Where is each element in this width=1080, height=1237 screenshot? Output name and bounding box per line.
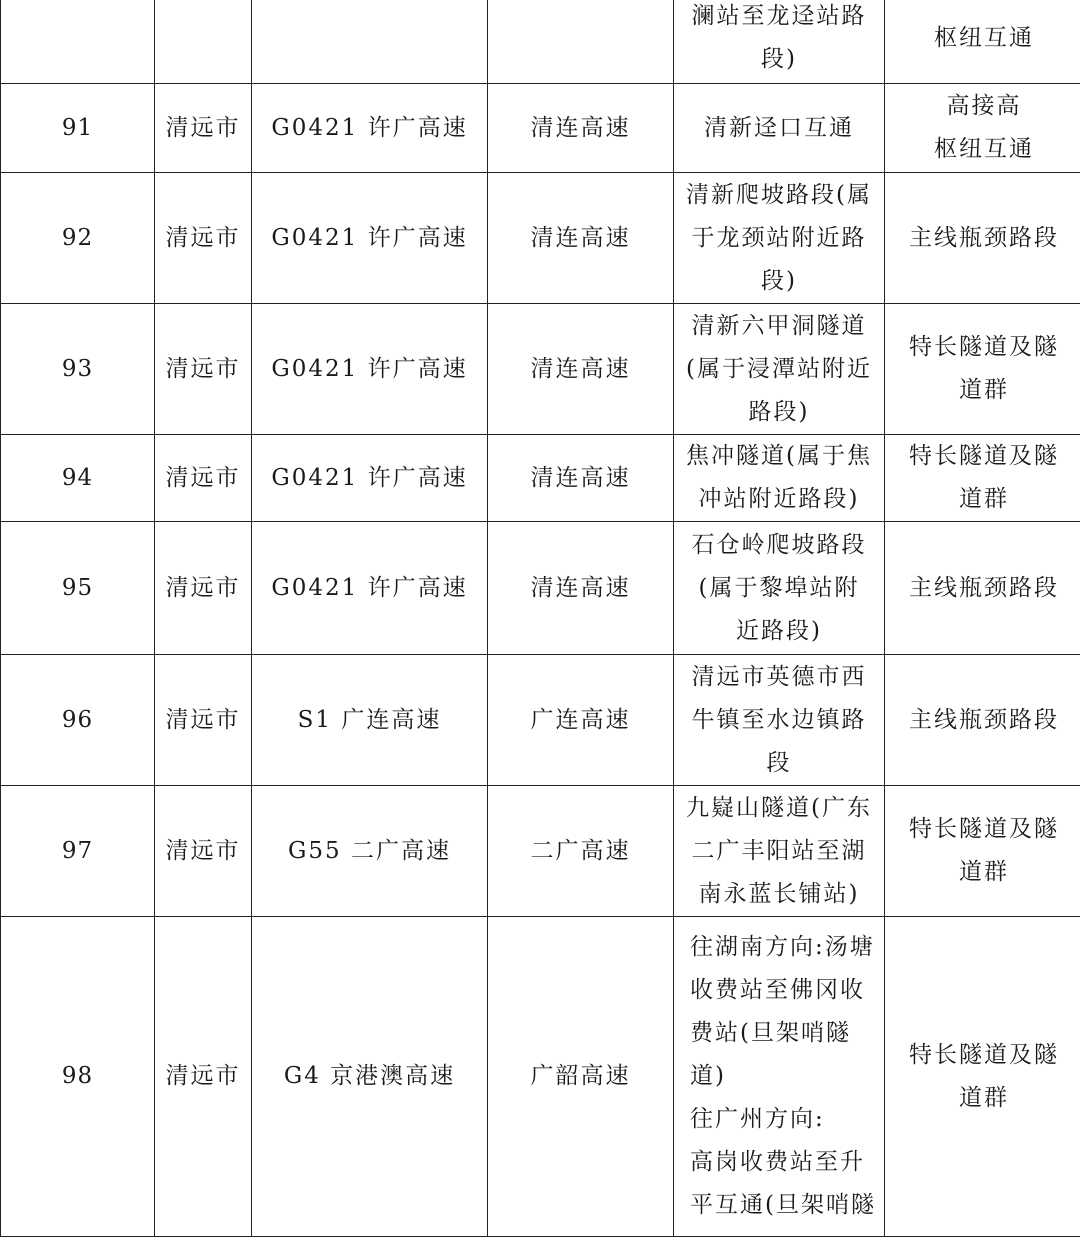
table-row bbox=[1, 435, 1080, 522]
location-line: 高岗收费站至升 bbox=[690, 1141, 880, 1184]
city-cell: 清远市 bbox=[155, 84, 252, 173]
city-cell: 清远市 bbox=[155, 655, 252, 786]
location-line: 二广丰阳站至湖 bbox=[678, 830, 880, 873]
location-line: 收费站至佛冈收 bbox=[690, 969, 880, 1012]
section-cell bbox=[488, 0, 674, 84]
section-cell: 广连高速 bbox=[488, 655, 674, 786]
table-row bbox=[1, 173, 1080, 304]
city-cell: 清远市 bbox=[155, 917, 252, 1237]
location-line: 费站(旦架哨隧 bbox=[690, 1012, 880, 1055]
location-line: 段 bbox=[678, 742, 880, 785]
type-cell bbox=[885, 522, 1080, 655]
city-cell: 清远市 bbox=[155, 173, 252, 304]
city-cell: 清远市 bbox=[155, 786, 252, 917]
location-line: 段) bbox=[678, 38, 880, 81]
type-line: 道群 bbox=[885, 1077, 1080, 1120]
location-line: 清新六甲洞隧道 bbox=[678, 305, 880, 348]
location-cell bbox=[674, 655, 885, 786]
type-line: 道群 bbox=[885, 369, 1080, 412]
city-cell bbox=[155, 0, 252, 84]
location-line: 往广州方向: bbox=[690, 1098, 880, 1141]
row-number-cell: 91 bbox=[1, 84, 155, 173]
location-line: 清新爬坡路段(属 bbox=[678, 174, 880, 217]
highway-cell bbox=[252, 0, 488, 84]
table-row bbox=[1, 655, 1080, 786]
location-cell bbox=[674, 786, 885, 917]
location-line: 道) bbox=[690, 1055, 880, 1098]
type-line: 主线瓶颈路段 bbox=[885, 217, 1080, 260]
location-line: 牛镇至水边镇路 bbox=[678, 699, 880, 742]
type-line: 特长隧道及隧 bbox=[885, 1034, 1080, 1077]
location-line: (属于黎埠站附 bbox=[678, 567, 880, 610]
highway-cell: G0421 许广高速 bbox=[252, 522, 488, 655]
location-line: 澜站至龙迳站路 bbox=[678, 0, 880, 38]
city-cell: 清远市 bbox=[155, 435, 252, 522]
row-number-cell: 98 bbox=[1, 917, 155, 1237]
location-cell bbox=[674, 304, 885, 435]
type-line: 主线瓶颈路段 bbox=[885, 699, 1080, 742]
section-cell: 广韶高速 bbox=[488, 917, 674, 1237]
section-cell: 清连高速 bbox=[488, 173, 674, 304]
type-cell bbox=[885, 655, 1080, 786]
section-cell: 二广高速 bbox=[488, 786, 674, 917]
type-line: 道群 bbox=[885, 851, 1080, 894]
highway-cell: G0421 许广高速 bbox=[252, 84, 488, 173]
type-line: 道群 bbox=[885, 478, 1080, 521]
location-line: 往湖南方向:汤塘 bbox=[690, 926, 880, 969]
type-line: 特长隧道及隧 bbox=[885, 326, 1080, 369]
type-cell bbox=[885, 173, 1080, 304]
table-row bbox=[1, 522, 1080, 655]
row-number-cell: 94 bbox=[1, 435, 155, 522]
section-cell: 清连高速 bbox=[488, 84, 674, 173]
location-line: 南永蓝长铺站) bbox=[678, 873, 880, 916]
highway-cell: G0421 许广高速 bbox=[252, 435, 488, 522]
row-number-cell: 95 bbox=[1, 522, 155, 655]
type-cell bbox=[885, 84, 1080, 173]
location-cell bbox=[674, 917, 885, 1237]
city-cell: 清远市 bbox=[155, 304, 252, 435]
type-line: 高接高 bbox=[885, 85, 1080, 128]
location-cell bbox=[674, 522, 885, 655]
type-line: 特长隧道及隧 bbox=[885, 808, 1080, 851]
type-line: 主线瓶颈路段 bbox=[885, 567, 1080, 610]
location-line: 清远市英德市西 bbox=[678, 656, 880, 699]
type-cell bbox=[885, 786, 1080, 917]
table-row bbox=[1, 917, 1080, 1237]
highway-cell: G0421 许广高速 bbox=[252, 173, 488, 304]
section-cell: 清连高速 bbox=[488, 304, 674, 435]
highway-cell: G4 京港澳高速 bbox=[252, 917, 488, 1237]
highway-cell: S1 广连高速 bbox=[252, 655, 488, 786]
location-cell bbox=[674, 84, 885, 173]
location-line: 九嶷山隧道(广东 bbox=[678, 787, 880, 830]
location-line: 冲站附近路段) bbox=[678, 478, 880, 521]
type-cell bbox=[885, 304, 1080, 435]
location-line: 近路段) bbox=[678, 610, 880, 653]
row-number-cell bbox=[1, 0, 155, 84]
row-number-cell: 96 bbox=[1, 655, 155, 786]
type-line: 枢纽互通 bbox=[885, 128, 1080, 171]
type-cell bbox=[885, 917, 1080, 1237]
location-line: (属于浸潭站附近 bbox=[678, 348, 880, 391]
highway-cell: G55 二广高速 bbox=[252, 786, 488, 917]
type-cell bbox=[885, 0, 1080, 84]
location-cell bbox=[674, 435, 885, 522]
table-row bbox=[1, 786, 1080, 917]
type-line: 特长隧道及隧 bbox=[885, 435, 1080, 478]
location-line: 清新迳口互通 bbox=[678, 107, 880, 150]
section-cell: 清连高速 bbox=[488, 435, 674, 522]
section-cell: 清连高速 bbox=[488, 522, 674, 655]
location-line: 平互通(旦架哨隧 bbox=[690, 1184, 880, 1227]
location-line: 段) bbox=[678, 260, 880, 303]
table-row bbox=[1, 0, 1080, 84]
city-cell: 清远市 bbox=[155, 522, 252, 655]
type-cell bbox=[885, 435, 1080, 522]
row-number-cell: 97 bbox=[1, 786, 155, 917]
highway-cell: G0421 许广高速 bbox=[252, 304, 488, 435]
location-line: 石仓岭爬坡路段 bbox=[678, 524, 880, 567]
row-number-cell: 93 bbox=[1, 304, 155, 435]
table-row bbox=[1, 304, 1080, 435]
location-line: 焦冲隧道(属于焦 bbox=[678, 435, 880, 478]
location-cell bbox=[674, 0, 885, 84]
table-row bbox=[1, 84, 1080, 173]
row-number-cell: 92 bbox=[1, 173, 155, 304]
type-line: 枢纽互通 bbox=[885, 17, 1080, 60]
location-line: 于龙颈站附近路 bbox=[678, 217, 880, 260]
location-cell bbox=[674, 173, 885, 304]
location-line: 路段) bbox=[678, 391, 880, 434]
